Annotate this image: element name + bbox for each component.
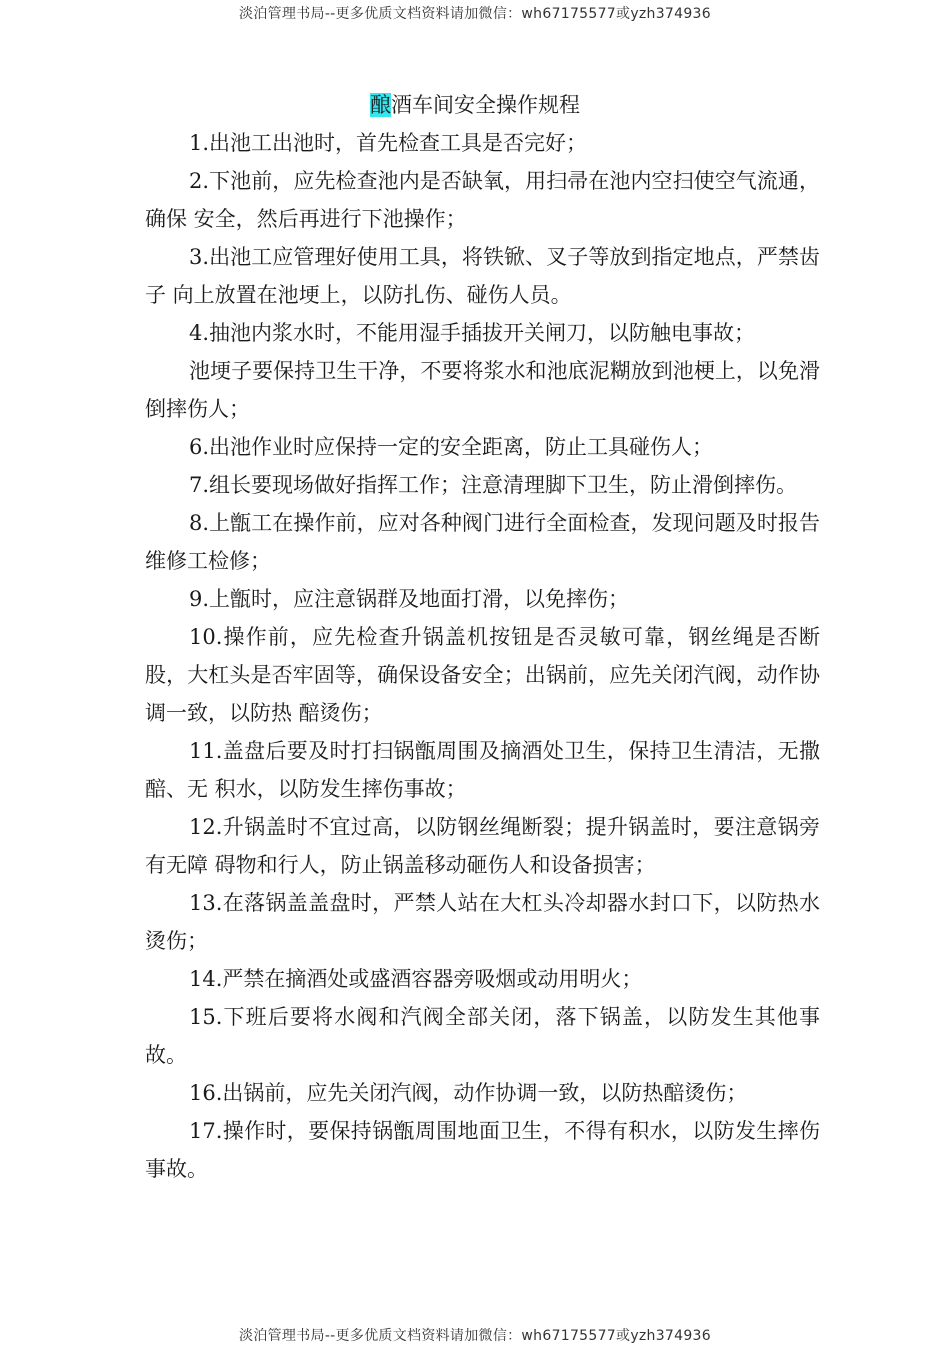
- paragraph-14: 14.严禁在摘酒处或盛酒容器旁吸烟或动用明火；: [189, 967, 643, 991]
- document-title: [0, 91, 950, 119]
- paragraph-11: 11.盖盘后要及时打扫锅甑周围及摘酒处卫生，保持卫生清洁，无撒醅、无 积水，以防发生摔伤事故；: [145, 739, 820, 801]
- paragraph-15: 15.下班后要将水阀和汽阀全部关闭，落下锅盖，以防发生其他事故。: [145, 1005, 820, 1067]
- paragraph-6: 6.出池作业时应保持一定的安全距离，防止工具碰伤人；: [189, 435, 714, 459]
- paragraph-13: 13.在落锅盖盖盘时，严禁人站在大杠头冷却器水封口下，以防热水烫伤；: [145, 891, 820, 953]
- title-text: 酒车间安全操作规程: [391, 93, 580, 117]
- paragraph-8: 8.上甑工在操作前，应对各种阀门进行全面检查，发现问题及时报告维修工检修；: [145, 511, 820, 573]
- paragraph-9: 9.上甑时，应注意锅群及地面打滑，以免摔伤；: [189, 587, 630, 611]
- paragraph-5: 池埂子要保持卫生干净，不要将浆水和池底泥糊放到池梗上，以免滑倒摔伤人；: [145, 359, 820, 421]
- paragraph-10: 10.操作前，应先检查升锅盖机按钮是否灵敏可靠，钢丝绳是否断股，大杠头是否牢固等，确保设备安全；出锅前，应先关闭汽阀，动作协调一致，以防热 醅烫伤；: [145, 625, 820, 725]
- page-header: 淡泊管理书局--更多优质文档资料请加微信：wh67175577或yzh374936: [239, 6, 711, 22]
- document-body: [145, 124, 820, 1188]
- page-footer: 淡泊管理书局--更多优质文档资料请加微信：wh67175577或yzh374936: [239, 1328, 711, 1344]
- paragraph-1: 1.出池工出池时，首先检查工具是否完好；: [189, 131, 588, 155]
- paragraph-3: 3.出池工应管理好使用工具，将铁锨、叉子等放到指定地点，严禁齿子 向上放置在池埂上，以防扎伤、碰伤人员。: [145, 245, 820, 307]
- paragraph-2: 2.下池前，应先检查池内是否缺氧，用扫帚在池内空扫使空气流通，确保 安全，然后再进行下池操作；: [145, 169, 820, 231]
- title-highlighted-char: 酿: [370, 93, 391, 117]
- paragraph-4: 4.抽池内浆水时，不能用湿手插拔开关闸刀，以防触电事故；: [189, 321, 756, 345]
- paragraph-12: 12.升锅盖时不宜过高，以防钢丝绳断裂；提升锅盖时，要注意锅旁有无障 碍物和行人，防止锅盖移动砸伤人和设备损害；: [145, 815, 820, 877]
- paragraph-7: 7.组长要现场做好指挥工作；注意清理脚下卫生，防止滑倒摔伤。: [189, 473, 798, 497]
- paragraph-17: 17.操作时，要保持锅甑周围地面卫生，不得有积水，以防发生摔伤事故。: [145, 1119, 820, 1181]
- paragraph-16: 16.出锅前，应先关闭汽阀，动作协调一致，以防热醅烫伤；: [189, 1081, 748, 1105]
